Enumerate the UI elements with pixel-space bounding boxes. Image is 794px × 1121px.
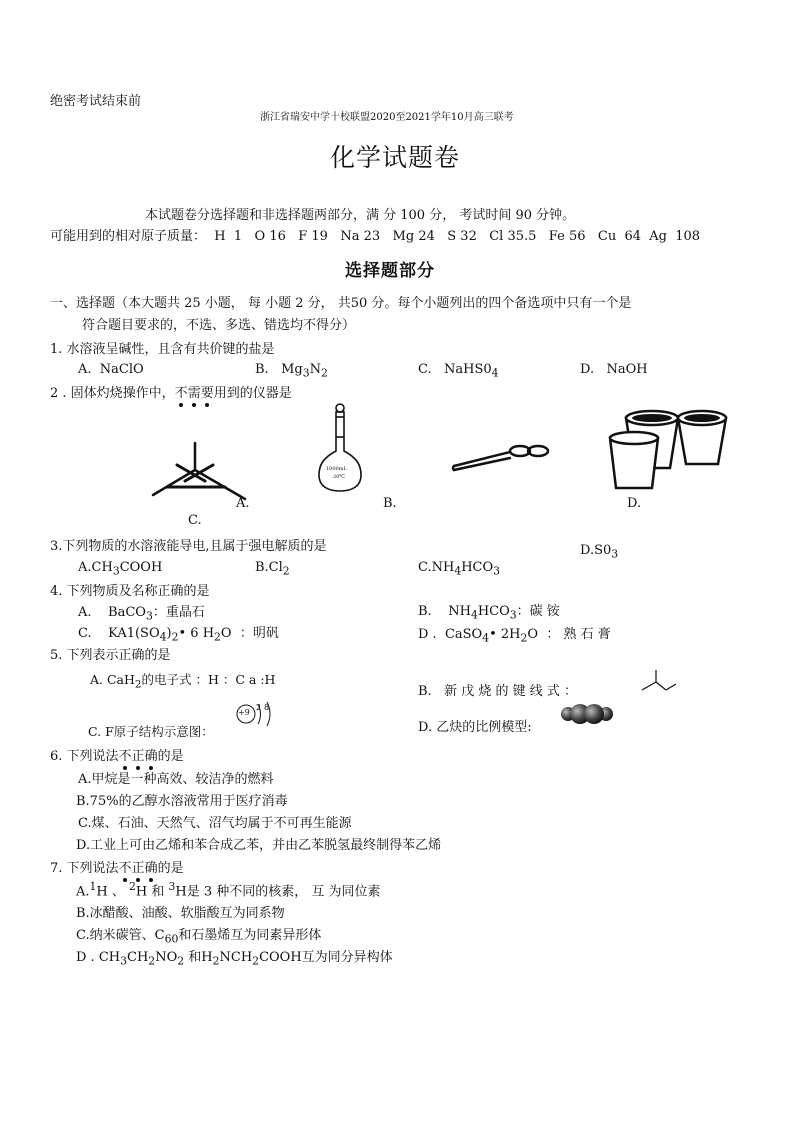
q1-option-b: B. $Mg_3N_2$ <box>255 362 328 380</box>
q3-option-b: $B.Cl_2$ <box>255 560 290 578</box>
q6-option-d: D.工业上可由乙烯和苯合成乙苯，并由乙苯脱氢最终制得苯乙烯 <box>76 838 442 853</box>
q1-option-a: A. NaClO <box>78 362 144 377</box>
q2-option-b-label: B. <box>383 496 397 511</box>
q3-option-d: $D.S0_3$ <box>580 543 619 561</box>
neopentane-skeletal-icon <box>638 668 678 694</box>
exam-name: 浙江省瑞安中学十校联盟2020至2021学年10月高三联考 <box>260 112 514 123</box>
acetylene-space-filling-icon <box>560 702 614 726</box>
q2-option-c-label: C. <box>188 513 202 528</box>
q3-option-a: $A.CH_3COOH$ <box>78 560 163 578</box>
q7-option-b: B.冰醋酸、油酸、软脂酸互为同系物 <box>76 906 285 921</box>
q1-option-c: C. $NaHS0_4$ <box>418 362 499 380</box>
q7-option-d: D . $CH_3CH_2NO_2$ 和$H_2NCH_2COOH$互为同分异构体 <box>76 950 393 968</box>
q5-option-d: D. 乙炔的比例模型: <box>418 720 532 735</box>
q4-option-c: C. $KA1(SO_4)_2•$ 6 $H_2O$ ：明矾 <box>78 626 279 644</box>
q1-stem: 1. 水溶液呈碱性，且含有共价键的盐是 <box>50 342 275 357</box>
flask-volume-text: 1000mL <box>326 466 347 472</box>
q5-option-c: C. F原子结构示意图： <box>88 724 214 739</box>
f-shell-2-electrons: 8 <box>264 703 270 712</box>
f-shell-1-electrons: 2 <box>256 703 262 712</box>
q6-option-c: C.煤、石油、天然气、沼气均属于不可再生能源 <box>78 816 352 831</box>
crucible-tongs-icon <box>450 440 550 472</box>
page-title: 化学试题卷 <box>330 143 461 172</box>
q6-option-a: A.甲烷是一种高效、较洁净的燃料 <box>78 772 274 787</box>
section-instruction-1: 一、选择题（本大题共 25 小题， 每 小题 2 分， 共50 分。每个小题列出的四个备选项中只有一个是 <box>50 296 632 311</box>
q5-option-a: A. CaH$_2$的电子式 ：H ：C a :H <box>90 672 276 691</box>
q2-stem: 2 . 固体灼烧操作中，不需要用到的仪器是 <box>50 386 292 401</box>
q2-option-a-label: A. <box>236 496 250 511</box>
q4-option-b: B. $NH_4HCO_3$：碳 铵 <box>418 604 560 622</box>
q7-stem: 7. 下列说法不正确的是 <box>50 861 184 876</box>
q6-option-b: B.75%的乙醇水溶液常用于医疗消毒 <box>76 794 288 809</box>
q1-option-d: D. NaOH <box>580 362 648 377</box>
flask-temp-text: 20℃ <box>333 474 345 480</box>
secret-label: 绝密考试结束前 <box>50 94 142 109</box>
q4-stem: 4. 下列物质及名称正确的是 <box>50 584 210 599</box>
q6-stem: 6. 下列说法不正确的是 <box>50 749 184 764</box>
f-nucleus-charge: +9 <box>238 708 250 717</box>
q7-option-a: A.$^1$H 、 $^2$H 和 $^3$H是 3 种不同的核素， 互 为同位素 <box>76 880 381 900</box>
triangle-clay-icon <box>145 435 250 505</box>
section-instruction-2: 符合题目要求的，不选、多选、错选均不得分） <box>82 318 356 333</box>
q5-stem: 5. 下列表示正确的是 <box>50 648 171 663</box>
q3-stem: 3.下列物质的水溶液能导电,且属于强电解质的是 <box>50 539 327 554</box>
atomic-mass-line: 可能用到的相对原子质量： H 1 O 16 F 19 Na 23 Mg 24 S 32 Cl 35.5 Fe 56 Cu 64 Ag 108 <box>50 229 701 244</box>
q3-option-c: $C.NH_4HCO_3$ <box>418 560 501 578</box>
intro-text: 本试题卷分选择题和非选择题两部分，满 分 100 分， 考试时间 90 分钟。 <box>145 208 576 223</box>
q5-option-b: B. 新 戊 烧 的 键 线 式 ： <box>418 684 578 699</box>
q4-option-d: D . CaSO$_4$• $2H_2O$ ： 熟 石 膏 <box>418 627 611 645</box>
q2-option-d-label: D. <box>627 496 642 511</box>
q4-option-a: A. BaCO$_3$：重晶石 <box>78 605 205 623</box>
q7-option-c: C.纳米碳管、$C_{60}$和石墨烯互为同素异形体 <box>76 928 322 946</box>
section-title: 选择题部分 <box>345 261 435 281</box>
crucible-icon <box>608 408 728 492</box>
